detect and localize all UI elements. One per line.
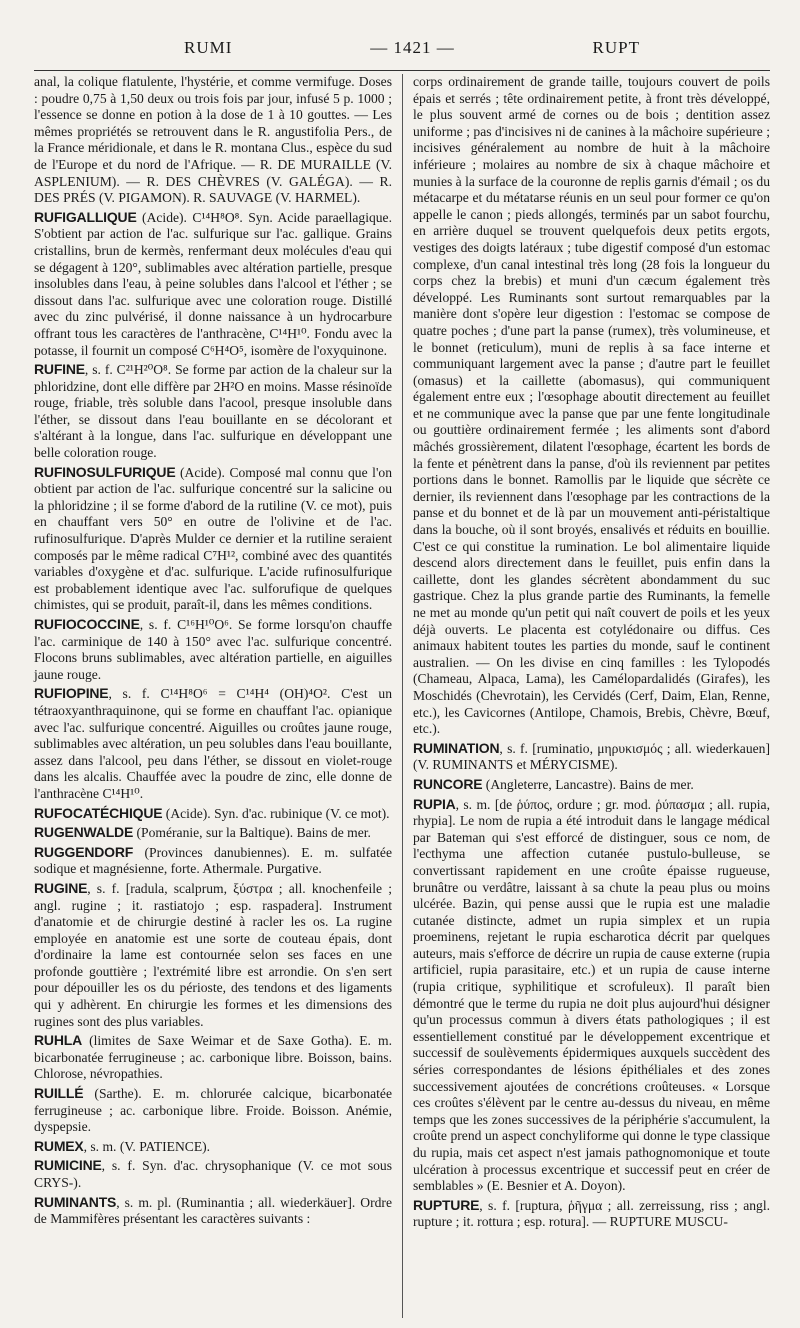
dictionary-entry: [34, 74, 392, 207]
entry-text: (limites de Saxe Weimar et de Saxe Gotha). E. m. bicarbonatée ferrugineuse ; ac. carbonique libre. Boisson, bains. Chlorose, névropathies.: [34, 1033, 392, 1082]
entry-text: (Provinces danubiennes). E. m. sulfatée sodique et magnésienne, forte. Athermale. Purgative.: [34, 844, 392, 877]
entry-headword: RUMEX: [34, 1137, 84, 1154]
entry-headword: RUFIOCOCCINE: [34, 616, 140, 632]
entry-headword: RUGINE: [34, 879, 88, 896]
entry-text: , s. f. C²¹H²⁰O⁸. Se forme par action de la chaleur sur la phloridzine, dont elle diffère par 2H²O en moins. Masse résinoïde rouge, friable, très soluble dans l'acool, presque insoluble dans l'éther, se dissout dans l'eau bouillante en se décolorant et s'altérant à la longue, dans l'ac. sulfurique en développant une belle coloration rouge.: [34, 362, 392, 461]
entry-headword: RUILLÉ: [34, 1085, 84, 1102]
entry-headword: RUMICINE: [34, 1157, 102, 1174]
entry-headword: RUHLA: [34, 1032, 82, 1049]
dictionary-entry: [34, 880, 392, 1030]
entry-headword: RUPIA: [413, 795, 456, 812]
entry-headword: RUFIOPINE: [34, 685, 109, 702]
entry-text: corps ordinairement de grande taille, toujours couvert de poils épais et serrés ; tête ordinairement petite, à front très développé, le plus souvent armé de cornes ou de bois ; dentition assez uniforme ; pas d'incisives ni de canines à la mâchoire supérieure ; incisives généralement au nombre de huit à la mâchoire inférieure ; molaires au nombre de six à chaque mâchoire et munies à la surface de la couronne de replis garnis d'émail ; os du métacarpe et du métatarse réunis en un seul pour former ce qu'on appelle le canon ; pieds allongés, terminés par un sabot fourchu, en arrière duquel se trouvent quelquefois deux petits ergots, vestiges des doigts latéraux ; tube digestif composé d'un estomac complexe, d'un canal intestinal très long (28 fois la longueur du corps chez la brebis) et muni d'un cæcum également très développé. Les Ruminants sont surtout remarquables par la manière dont s'opère leur digestion : l'estomac se compose de quatre poches ; d'une part la panse (rumex), très volumineuse, et le bonnet (reticulum), muni de replis à sa face interne et communiquant largement avec la panse ; d'autre part le feuillet (omasus) et la caillette (abomasus), qui communiquent également entre eux ; l'œsophage aboutit directement au feuillet et ne communique avec la panse que par une fente longitudinale ou gouttière ordinairement fermée ; les aliments sont d'abord mâchés grossièrement, dilatent l'œsophage, écartent les bords de la fente et pénètrent dans la panse, d'où ils reviennent par petites portions dans le bonnet. Ramollis par le liquide que sécrète ce dernier, ils reviennent dans l'œsophage par les contractions de la panse et du bonnet et de là par un mouvement anti-péristaltique dans la bouche, où il sont broyés, ensalivés et réduits en bouillie. C'est ce qui constitue la rumination. Le bol alimentaire liquide descend alors directement dans le feuillet, puis enfin dans la caillette, dont les glandes sécrètent abondamment du suc gastrique. Chez la plus grande partie des Ruminants, la femelle ne met au monde qu'un petit qui naît couvert de poils et les yeux déjà ouverts. Le placenta est cotylédonaire ou diffus. Ces animaux habitent toutes les parties du monde, sauf le continent australien. — On les divise en cinq familles : les Tylopodés (Chameau, Alpaca, Lama), les Camélopardalidés (Girafes), les Moschidés (Chevrotain), les Cervidés (Cerf, Daim, Elan, Renne, etc.), les Cavicornes (Antilope, Chamois, Brebis, Chèvre, Bœuf, etc.).: [413, 74, 770, 737]
dictionary-entry: [34, 361, 392, 462]
entry-text: (Poméranie, sur la Baltique). Bains de mer.: [133, 825, 371, 841]
entry-headword: RUGENWALDE: [34, 824, 134, 841]
dictionary-entry: [413, 796, 770, 1195]
dictionary-entry: [34, 616, 392, 683]
dictionary-entry: [34, 209, 392, 359]
entry-text: (Angleterre, Lancastre). Bains de mer.: [482, 776, 694, 792]
dictionary-entry: [34, 1085, 392, 1136]
entry-text: (Acide). Composé mal connu que l'on obtient par action de l'ac. sulfurique concentré sur la salicine ou la phloridzine ; il se forme d'abord de la rutiline (V. ce mot), puis en chauffant vers 50° en outre de l'olivine et de l'ac. rufinosulfurique. D'après Mulder ce dernier et la rutiline seraient composés par le même radical C⁷H¹², combiné avec des quantités variables d'oxygène et d'ac. sulfurique. L'acide rufinosulfurique est probablement identique avec l'ac. sulforufique de quelques chimistes, qui se produit, paraît-il, dans les mêmes conditions.: [34, 464, 392, 613]
text-columns: [34, 74, 770, 1318]
right-column: [402, 74, 770, 1318]
running-head: [34, 38, 770, 64]
entry-headword: RUMINATION: [413, 739, 500, 756]
entry-text: , s. f. Syn. d'ac. chrysophanique (V. ce mot sous CRYS-).: [34, 1158, 392, 1190]
entry-headword: RUFINOSULFURIQUE: [34, 463, 176, 480]
entry-headword: RUFOCATÉCHIQUE: [34, 804, 163, 821]
entry-headword: RUMINANTS: [34, 1193, 117, 1210]
entry-text: (Sarthe). E. m. chlorurée calcique, bicarbonatée ferrugineuse ; ac. carbonique libre. Froide. Boisson. Anémie, dyspepsie.: [34, 1086, 392, 1135]
page-number: — 1421 —: [370, 38, 455, 57]
entry-text: , s. f. [ruminatio, μηρυκισμός ; all. wiederkauen] (V. RUMINANTS et MÉRYCISME).: [413, 740, 770, 773]
entry-text: , s. m. [de ῥύπος, ordure ; gr. mod. ῥύπασμα ; all. rupia, rhypia]. Le nom de rupia a été introduit dans le langage médical par Bateman qui s'est efforcé de distinguer, sous ce nom, de l'ecthyma une affection cutanée pustulo-bulleuse, se convertissant rapidement en une croûte épaisse rugueuse, brunâtre ou verdâtre, laissant à sa chute la peau plus ou moins ulcérée. Bazin, qui pense aussi que le rupia est une maladie cutanée distincte, admet un rupia simplex et un rupia proeminens, rejetant le rupia escharotica décrit par quelques auteurs, mais s'efforce de décrire un rupia de cause externe (rupia artificiel, rupia parasitaire, etc.) et un rupia de cause interne (rupia critique, syphilitique et scrofuleux). Il paraît bien démontré que le terme du rupia ne doit plus aujourd'hui désigner qu'un processus commun à divers états pathologiques ; il est essentiellement constitué par le développement excentrique et successif de soulèvements épidermiques auxquels succèdent des séries correspondantes de lésions épithéliales et des zones successivement ajoutées de concrétions croûteuses. « Lorsque ces croûtes s'élèvent par le centre au-dessus du niveau, en même temps que les zones successives de la périphérie s'accumulent, la croûte prend un aspect conchyliforme qui donne le type classique du rupia, mais cet aspect n'est jamais pathognomonique et toute ulcération à processus excentrique et successif peut en créer de semblables » (E. Besnier et A. Doyon).: [413, 796, 770, 1194]
dictionary-entry: [34, 464, 392, 614]
header-rule: [34, 70, 770, 71]
entry-headword: RUFIGALLIQUE: [34, 208, 137, 225]
entry-text: , s. f. C¹⁶H¹⁰O⁶. Se forme lorsqu'on chauffe l'ac. carminique de 140 à 150° avec l'ac. sulfurique concentré. Flocons bruns sublimables, avec altération partielle, en aiguilles jaune rouge.: [34, 617, 392, 682]
running-head-right: RUPT: [592, 38, 640, 57]
dictionary-entry: [34, 824, 392, 842]
dictionary-entry: [413, 74, 770, 738]
dictionary-entry: [34, 844, 392, 878]
entry-headword: RUPTURE: [413, 1196, 480, 1213]
running-head-left: RUMI: [184, 38, 233, 57]
entry-text: , s. f. [radula, scalprum, ξύστρα ; all. knochenfeile ; angl. rugine ; it. rastiatojo ; esp. raspadera]. Instrument d'anatomie et de chirurgie destiné à racler les os. La rugine employée en anatomie est une sorte de couteau épais, dont d'ordinaire la lame est contournée selon ses faces en une profonde gouttière ; l'extrémité libre est arrondie. On s'en sert pour dépouiller les os du périoste, des tendons et des ligaments qui y adhèrent. En chirurgie les formes et les dimensions des rugines sont des plus variables.: [34, 880, 392, 1029]
dictionary-entry: [34, 805, 392, 823]
entry-text: , s. f. [ruptura, ῥῆγμα ; all. zerreissung, riss ; angl. rupture ; it. rottura ; esp. rotura]. — RUPTURE MUSCU-: [413, 1197, 770, 1230]
entry-headword: RUNCORE: [413, 775, 483, 792]
dictionary-entry: [413, 776, 770, 794]
dictionary-entry: [34, 1138, 392, 1156]
entry-text: (Acide). C¹⁴H⁸O⁸. Syn. Acide paraellagique. S'obtient par action de l'ac. sulfurique sur l'ac. gallique. Grains cristallins, brun de kermès, renfermant deux molécules d'eau qui se dégagent à 120°, sublimables avec altération partielle, presque insolubles dans l'eau, à peine solubles dans l'alcool et l'éther ; se dissout dans l'ac. sulfurique avec une coloration rouge. Distillé avec du zinc pulvérisé, il donne naissance à un hydrocarbure offrant tous les caractères de l'anthracène, C¹⁴H¹⁰. Fondu avec la potasse, il fournit un composé C⁶H⁴O⁵, isomère de l'oxyquinone.: [34, 209, 392, 358]
entry-text: (Acide). Syn. d'ac. rubinique (V. ce mot).: [162, 805, 390, 821]
entry-headword: RUFINE: [34, 361, 85, 378]
dictionary-entry: [413, 1197, 770, 1231]
dictionary-entry: [34, 1157, 392, 1191]
entry-text: , s. f. C¹⁴H⁸O⁶ = C¹⁴H⁴ (OH)⁴O². C'est un tétraoxyanthraquinone, qui se forme en chauffant l'ac. opianique avec l'ac. sulfurique concentré. Aiguilles ou croûtes jaune rouge, sublimables avec altération, un peu solubles dans l'eau bouillante, assez dans l'alcool, peu dans l'éther, se dissout en violet-rouge dans les alcalis. Chauffée avec la poudre de zinc, elle donne de l'anthracène C¹⁴H¹⁰.: [34, 686, 392, 801]
dictionary-entry: [34, 1194, 392, 1228]
entry-text: , s. m. pl. (Ruminantia ; all. wiederkäuer]. Ordre de Mammifères présentant les caractères suivants :: [34, 1194, 392, 1227]
entry-text: anal, la colique flatulente, l'hystérie, et comme vermifuge. Doses : poudre 0,75 à 1,50 deux ou trois fois par jour, infusé 5 p. 1000 ; l'essence se donne en potion à la dose de 1 à 10 gouttes. — Les mêmes propriétés se retrouvent dans le R. angustifolia Pers., de la France méridionale, et dans le R. montana Clus., espèce du sud de l'Europe et du nord de l'Afrique. — R. DE MURAILLE (V. ASPLENIUM). — R. DES CHÈVRES (V. GALÉGA). — R. DES PRÉS (V. PIGAMON). R. SAUVAGE (V. HARMEL).: [34, 74, 392, 206]
left-column: [34, 74, 402, 1318]
entry-headword: RUGGENDORF: [34, 843, 134, 860]
dictionary-entry: [34, 1032, 392, 1083]
entry-text: , s. m. (V. PATIENCE).: [83, 1138, 211, 1154]
dictionary-entry: [34, 685, 392, 802]
dictionary-entry: [413, 740, 770, 774]
